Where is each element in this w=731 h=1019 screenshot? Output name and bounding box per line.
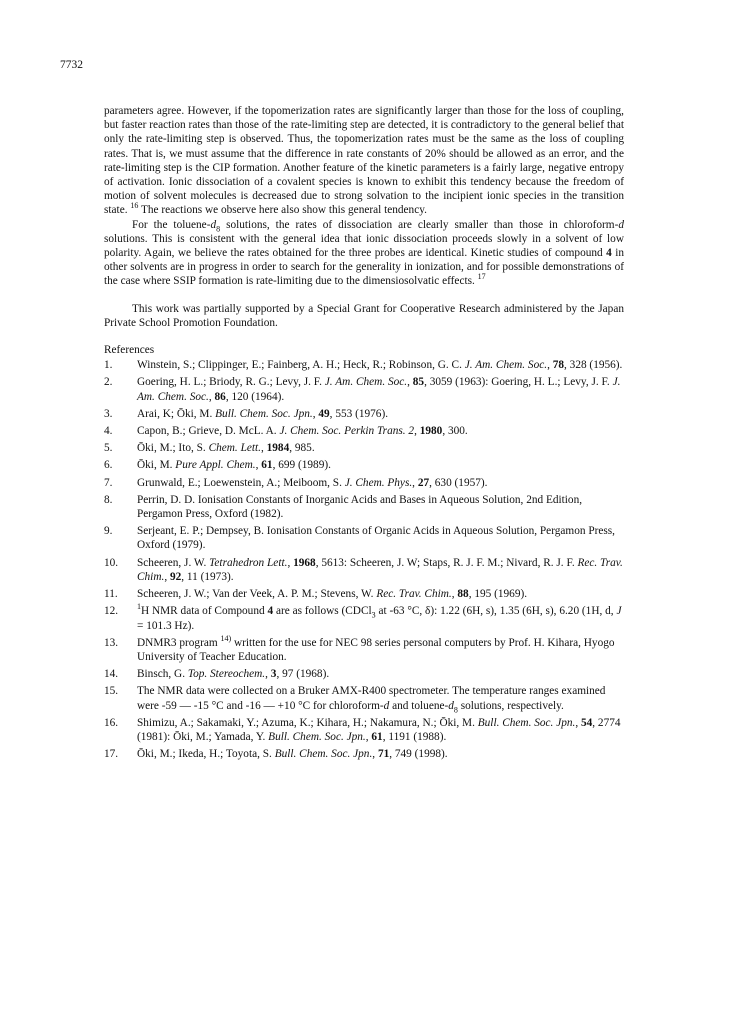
reference-number: 10. [104, 556, 119, 569]
paragraph-acknowledgment [104, 302, 624, 330]
deuterium-symbol: d [618, 218, 624, 231]
reference-number: 17. [104, 748, 119, 761]
reference-text: Ōki, M.; Ito, S. Chem. Lett., 1984, 985. [137, 442, 315, 455]
reference-item [104, 493, 624, 521]
reference-text: $^1$H NMR data of Compound 4 are as follows (CDCl$_3$ at -63 °C, δ): 1.22 (6H, s), 1.35 (6H, s), 6.20 (1H, d, J = 101.3 Hz). [137, 602, 622, 632]
paragraph-toluene [104, 218, 624, 289]
reference-number: 13. [104, 636, 119, 649]
reference-item [104, 524, 624, 552]
footnote-marker: 16 [130, 201, 139, 211]
reference-number: 1. [104, 359, 113, 372]
reference-item [104, 476, 624, 490]
reference-item [104, 407, 624, 421]
reference-number: 15. [104, 685, 119, 698]
reference-text: Perrin, D. D. Ionisation Constants of Inorganic Acids and Bases in Aqueous Solution, 2nd Edition, Pergamon Press, Oxford (1982). [137, 493, 583, 521]
reference-number: 6. [104, 459, 113, 472]
reference-text: Scheeren, J. W.; Van der Veek, A. P. M.; Stevens, W. Rec. Trav. Chim., 88, 195 (1969). [137, 588, 528, 601]
paragraph-tail: The reactions we observe here also show this general tendency. [140, 204, 427, 217]
reference-number: 16. [104, 716, 119, 729]
paragraph-topomerization [104, 104, 624, 218]
reference-item [104, 684, 624, 712]
paragraph-text: This work was partially supported by a Special Grant for Cooperative Research administered by the Japan Private School Promotion Foundation. [104, 302, 624, 329]
references-heading: References [104, 344, 155, 357]
reference-item [104, 716, 624, 744]
reference-number: 14. [104, 668, 119, 681]
reference-number: 3. [104, 407, 113, 420]
reference-item [104, 604, 624, 632]
reference-item [104, 587, 624, 601]
deuterium-symbol: d [210, 218, 217, 231]
reference-item [104, 556, 624, 584]
paragraph-text-2: in other solvents are in progress in order to search for the generality in ionization, and for possible demonstrations of the case where SSIP formation is rate-limiting due to the dimensiosolvatic effects. [104, 247, 624, 288]
paragraph-lead: For the toluene- [132, 218, 211, 231]
reference-text: Ōki, M.; Ikeda, H.; Toyota, S. Bull. Chem. Soc. Jpn., 71, 749 (1998). [137, 748, 448, 761]
paragraph-text: parameters agree. However, if the topomerization rates are significantly larger than those for the loss of coupling, but faster reaction rates than those of the rate-limiting step are detected, it is contradictory to the general belief that only the rate-limiting step is observed. Thus, the topomerization rates must be the same as the loss of coupling rates. That is, we must assume that the difference in rate constants of 20% should be allowed as an error, and the rate-limiting step is the CIP formation. Another feature of the kinetic parameters is a fairly large, negative entropy of activation. Ionic dissociation of a covalent species is known to exhibit this tendency because the freedom of motion of solvent molecules is decreased due to strong solvation to the incipient ionic species in the transition state. [104, 105, 624, 217]
reference-number: 8. [104, 493, 113, 506]
reference-list [104, 358, 624, 761]
reference-text: Ōki, M. Pure Appl. Chem., 61, 699 (1989). [137, 459, 331, 472]
reference-text: DNMR3 program $^{14)}$ written for the use for NEC 98 series personal computers by Prof. H. Kihara, Hyogo University of Teacher Education. [137, 633, 615, 663]
reference-item [104, 441, 624, 455]
reference-item [104, 458, 624, 472]
reference-item [104, 358, 624, 372]
reference-item [104, 747, 624, 761]
reference-number: 11. [104, 588, 118, 601]
reference-number: 7. [104, 476, 113, 489]
reference-text: Serjeant, E. P.; Dempsey, B. Ionisation Constants of Organic Acids in Aqueous Solution, Pergamon Press, Oxford (1979). [137, 525, 615, 552]
reference-text: The NMR data were collected on a Bruker AMX-R400 spectrometer. The temperature ranges examined were -59 — -15 °C and -16 — +10 °C for chloroform-d and toluene-$d_8$ solutions, respectively. [137, 685, 606, 714]
article-body [104, 104, 624, 764]
reference-text: Scheeren, J. W. Tetrahedron Lett., 1968, 5613: Scheeren, J. W; Staps, R. J. F. M.; Nivard, R. J. F. Rec. Trav. Chim., 92, 11 (1973). [137, 556, 623, 583]
deuterium-count: 8 [216, 223, 221, 233]
reference-item [104, 667, 624, 681]
reference-number: 2. [104, 376, 113, 389]
reference-item [104, 424, 624, 438]
reference-text: Arai, K; Ōki, M. Bull. Chem. Soc. Jpn., 49, 553 (1976). [137, 407, 389, 420]
reference-text: Binsch, G. Top. Stereochem., 3, 97 (1968). [137, 668, 330, 681]
reference-text: Grunwald, E.; Loewenstein, A.; Meiboom, S. J. Chem. Phys., 27, 630 (1957). [137, 476, 488, 489]
reference-number: 5. [104, 442, 113, 455]
reference-item [104, 375, 624, 403]
reference-number: 4. [104, 425, 113, 438]
footnote-marker: 17 [477, 272, 486, 282]
paragraph-mid: solutions, the rates of dissociation are clearly smaller than those in chloroform- [220, 218, 619, 231]
reference-number: 12. [104, 605, 119, 618]
reference-text: Goering, H. L.; Briody, R. G.; Levy, J. F. J. Am. Chem. Soc., 85, 3059 (1963): Goering, H. L.; Levy, J. F. J. Am. Chem. Soc., 86, 120 (1964). [137, 376, 621, 403]
compound-number: 4 [606, 247, 612, 260]
reference-number: 9. [104, 525, 113, 538]
reference-text: Capon, B.; Grieve, D. McL. A. J. Chem. Soc. Perkin Trans. 2, 1980, 300. [137, 425, 468, 438]
reference-text: Shimizu, A.; Sakamaki, Y.; Azuma, K.; Kihara, H.; Nakamura, N.; Ōki, M. Bull. Chem. Soc. Jpn., 54, 2774 (1981): Ōki, M.; Yamada, Y. Bull. Chem. Soc. Jpn., 61, 1191 (1988). [137, 716, 621, 743]
reference-text: Winstein, S.; Clippinger, E.; Fainberg, A. H.; Heck, R.; Robinson, G. C. J. Am. Chem. Soc., 78, 328 (1956). [137, 359, 623, 372]
page-number: 7732 [60, 59, 83, 71]
paragraph-text: solutions. This is consistent with the general idea that ionic dissociation proceeds slowly in a solvent of low polarity. Again, we believe the rates obtained for the three probes are identical. Kinetic studies of compound [104, 232, 624, 260]
reference-item [104, 633, 624, 664]
